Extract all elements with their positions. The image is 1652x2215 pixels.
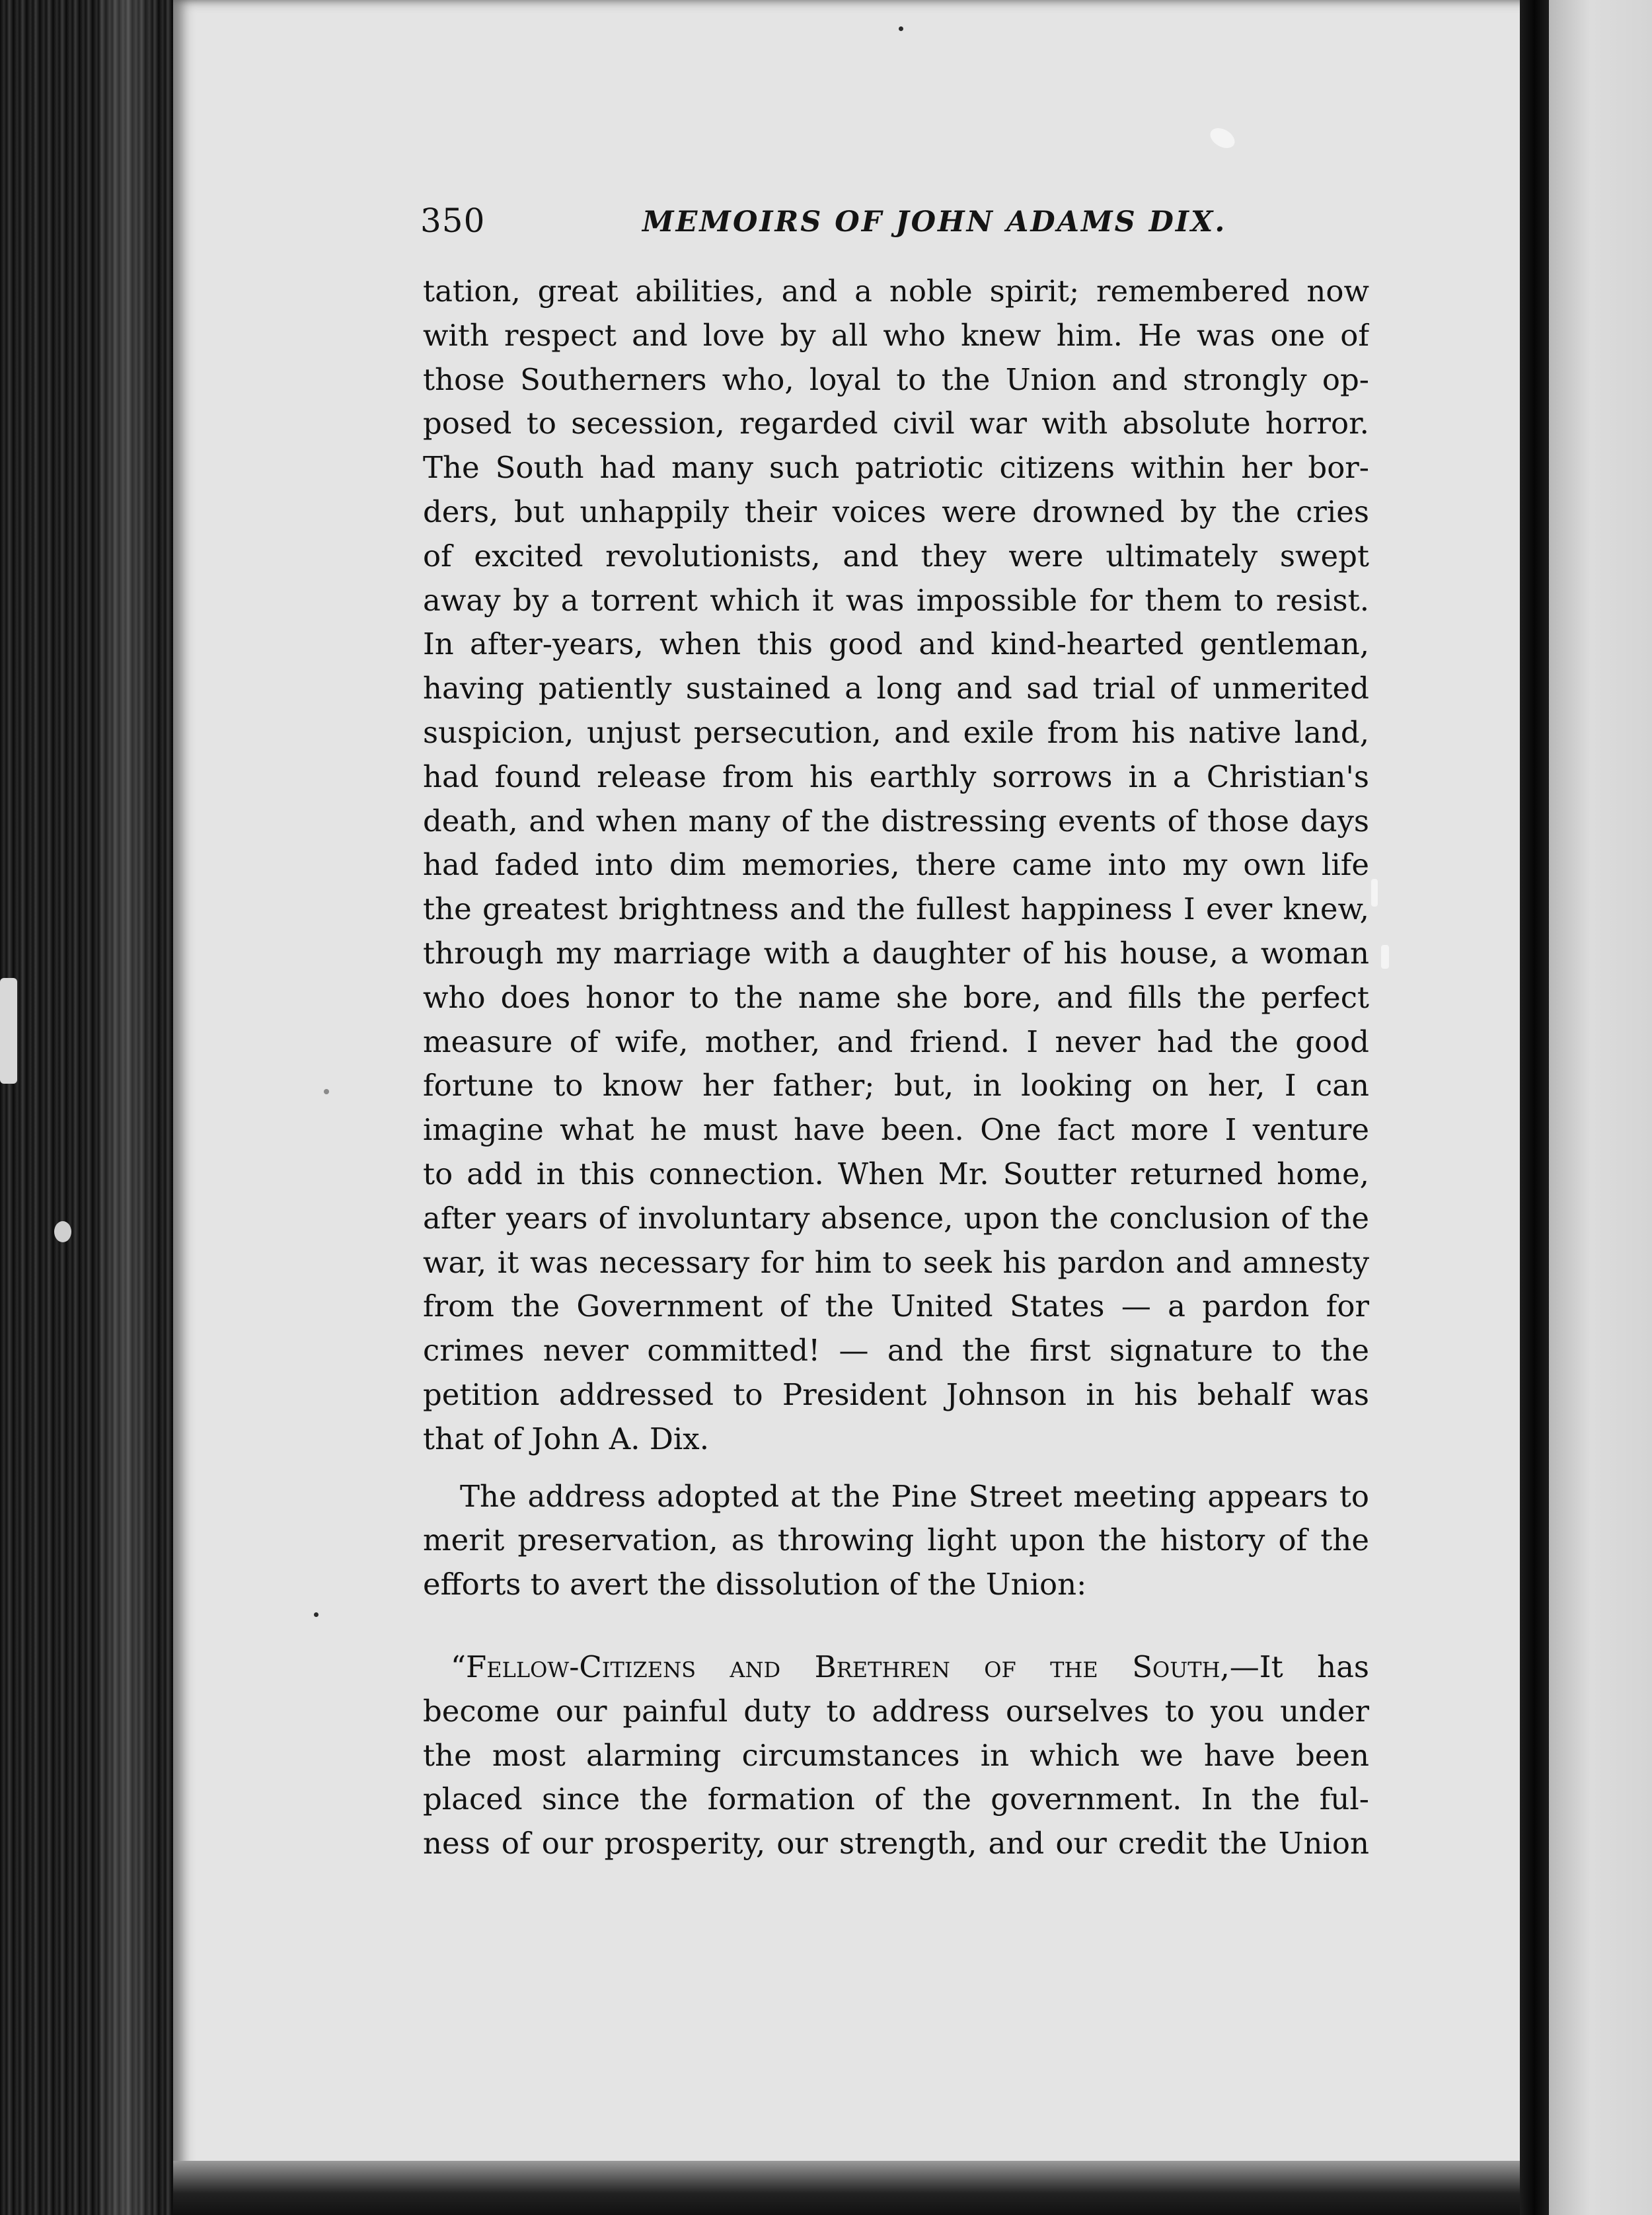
text-line: In after-years, when this good and kind-hearted gentleman, <box>423 626 1369 662</box>
text-line: efforts to avert the dissolution of the Union: <box>423 1567 1087 1602</box>
text-line: through my marriage with a daughter of his house, a woman <box>423 935 1369 971</box>
text-line: from the Government of the United States — a pardon for <box>423 1289 1369 1324</box>
text-line: imagine what he must have been. One fact more I venture <box>423 1112 1369 1148</box>
text-line: the greatest brightness and the fullest happiness I ever knew, <box>423 891 1369 927</box>
running-title: MEMOIRS OF JOHN ADAMS DIX. <box>642 206 1227 239</box>
text-line: The South had many such patriotic citizens within her bor- <box>423 450 1369 486</box>
text-line: having patiently sustained a long and sad trial of unmerited <box>423 671 1369 706</box>
text-line: with respect and love by all who knew him. He was one of <box>423 317 1369 353</box>
scan-speck <box>314 1612 319 1617</box>
text-line: placed since the formation of the government. In the ful- <box>423 1782 1369 1817</box>
salutation: “Fellow-Citizens and Brethren of the South, <box>451 1649 1230 1684</box>
text-line: petition addressed to President Johnson in his behalf was <box>423 1376 1369 1412</box>
text-line: after years of involuntary absence, upon the conclusion of the <box>423 1200 1369 1236</box>
text-line: that of John A. Dix. <box>423 1421 709 1456</box>
scan-speck <box>899 26 903 31</box>
page-number: 350 <box>420 202 486 240</box>
scan-speck <box>54 1221 71 1242</box>
text-line: ders, but unhappily their voices were drowned by the cries <box>423 494 1369 529</box>
text-line: ness of our prosperity, our strength, and our credit the Union <box>423 1826 1369 1861</box>
text-line: measure of wife, mother, and friend. I never had the good <box>423 1024 1369 1059</box>
text-line: tation, great abilities, and a noble spirit; remembered now <box>423 274 1369 309</box>
text-line <box>423 1645 1369 1690</box>
text-line: posed to secession, regarded civil war with absolute horror. <box>423 406 1369 441</box>
scan-speck <box>1381 945 1389 969</box>
scan-speck <box>324 1089 329 1094</box>
scan-speck <box>0 978 17 1084</box>
text-line: those Southerners who, loyal to the Union and strongly op- <box>423 361 1369 397</box>
scan-speck <box>1371 879 1378 907</box>
page-bottom-edge <box>173 2161 1534 2215</box>
text-line: the most alarming circumstances in which we have been <box>423 1737 1369 1773</box>
text-line: had found release from his earthly sorrows in a Christian's <box>423 759 1369 794</box>
text-line: to add in this connection. When Mr. Soutter returned home, <box>423 1156 1369 1191</box>
text-line: who does honor to the name she bore, and fills the perfect <box>423 979 1369 1015</box>
text-line: of excited revolutionists, and they were ultimately swept <box>423 538 1369 574</box>
text-line: had faded into dim memories, there came into my own life <box>423 847 1369 883</box>
text-line: crimes never committed! — and the first signature to the <box>423 1333 1369 1369</box>
text-line: away by a torrent which it was impossible for them to resist. <box>423 582 1369 618</box>
paragraph <box>423 1475 1369 1607</box>
text-fragment: —It has <box>1229 1649 1369 1684</box>
quotation <box>423 1645 1369 1866</box>
paragraph <box>423 270 1369 1462</box>
binding-highlight <box>99 0 152 2215</box>
running-head <box>420 202 1372 248</box>
right-page-edge <box>1549 0 1652 2215</box>
book-gutter <box>1520 0 1549 2215</box>
text-line: become our painful duty to address ourselves to you under <box>423 1693 1369 1729</box>
body-text <box>423 270 1369 1866</box>
text-line: suspicion, unjust persecution, and exile from his native land, <box>423 714 1369 750</box>
text-line: death, and when many of the distressing events of those days <box>423 803 1369 839</box>
text-line: fortune to know her father; but, in looking on her, I can <box>423 1068 1369 1104</box>
text-line: merit preservation, as throwing light upon the history of the <box>423 1522 1369 1558</box>
text-line: The address adopted at the Pine Street meeting appears to <box>460 1478 1369 1514</box>
text-line: war, it was necessary for him to seek his pardon and amnesty <box>423 1244 1369 1280</box>
